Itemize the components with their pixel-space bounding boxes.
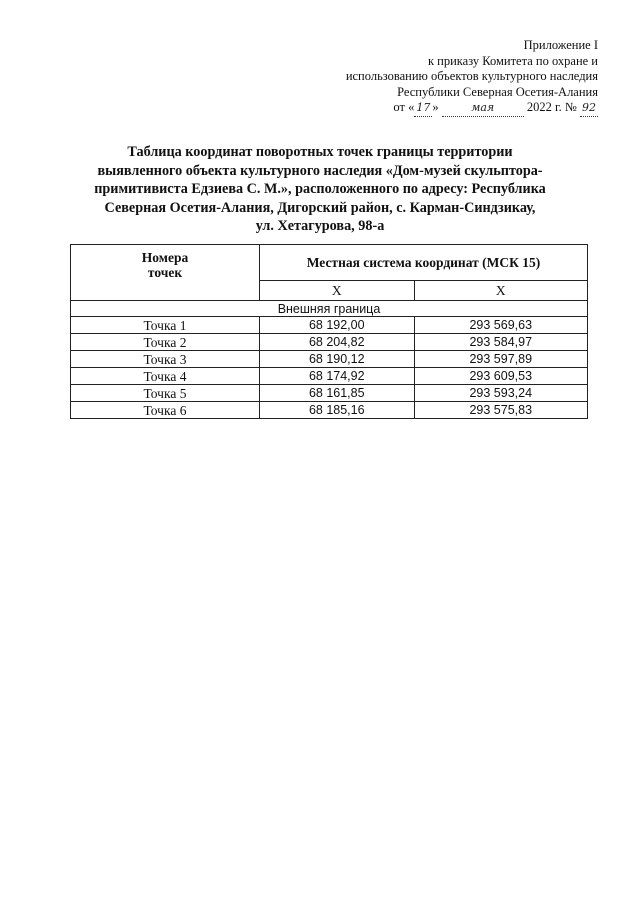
point-y: 293 569,63: [414, 317, 588, 334]
appendix-date-line: [346, 100, 598, 117]
point-y: 293 609,53: [414, 368, 588, 385]
date-month-handwritten: мая: [442, 100, 524, 117]
title-line-1: Таблица координат поворотных точек границы территории: [127, 144, 513, 160]
point-x: 68 192,00: [260, 317, 415, 334]
document-title: [70, 143, 570, 236]
table-row: [71, 334, 588, 351]
table-row: [71, 317, 588, 334]
point-label: Точка 1: [71, 317, 260, 334]
point-label: Точка 6: [71, 402, 260, 419]
point-x: 68 161,85: [260, 385, 415, 402]
point-label: Точка 2: [71, 334, 260, 351]
header-coordinate-system: Местная система координат (МСК 15): [260, 245, 588, 281]
date-day-handwritten: 17: [414, 100, 432, 117]
coordinates-table: [70, 244, 588, 419]
point-label: Точка 5: [71, 385, 260, 402]
point-label: Точка 4: [71, 368, 260, 385]
point-y: 293 593,24: [414, 385, 588, 402]
table-row: [71, 385, 588, 402]
appendix-title: Приложение I: [523, 38, 598, 52]
point-x: 68 174,92: [260, 368, 415, 385]
appendix-republic-line: Республики Северная Осетия-Алания: [397, 84, 598, 99]
date-prefix: от «: [393, 100, 415, 114]
order-number-handwritten: 92: [580, 100, 598, 117]
appendix-header: [346, 38, 598, 117]
date-mid: »: [432, 100, 439, 114]
title-line-2: выявленного объекта культурного наследия «Дом-музей скульптора-: [97, 162, 543, 179]
header-axis-y: X: [414, 281, 588, 301]
header-axis-x: X: [260, 281, 415, 301]
appendix-order-line: к приказу Комитета по охране и: [427, 53, 598, 68]
point-y: 293 597,89: [414, 351, 588, 368]
table-row: [71, 351, 588, 368]
title-line-3: примитивиста Едзиева С. М.», расположенного по адресу: Республика: [94, 181, 546, 197]
title-line-5: ул. Хетагурова, 98-а: [255, 218, 385, 234]
section-outer-boundary: Внешняя граница: [71, 301, 588, 317]
header-point-numbers: Номера точек: [71, 245, 260, 301]
point-y: 293 575,83: [414, 402, 588, 419]
date-year: 2022 г. №: [526, 100, 577, 114]
appendix-committee-line: использованию объектов культурного наследия: [345, 69, 598, 83]
point-x: 68 190,12: [260, 351, 415, 368]
point-x: 68 185,16: [260, 402, 415, 419]
table-row: [71, 402, 588, 419]
point-x: 68 204,82: [260, 334, 415, 351]
point-y: 293 584,97: [414, 334, 588, 351]
point-label: Точка 3: [71, 351, 260, 368]
table-row: [71, 368, 588, 385]
title-line-4: Северная Осетия-Алания, Дигорский район, с. Карман-Синдзикау,: [104, 199, 536, 216]
